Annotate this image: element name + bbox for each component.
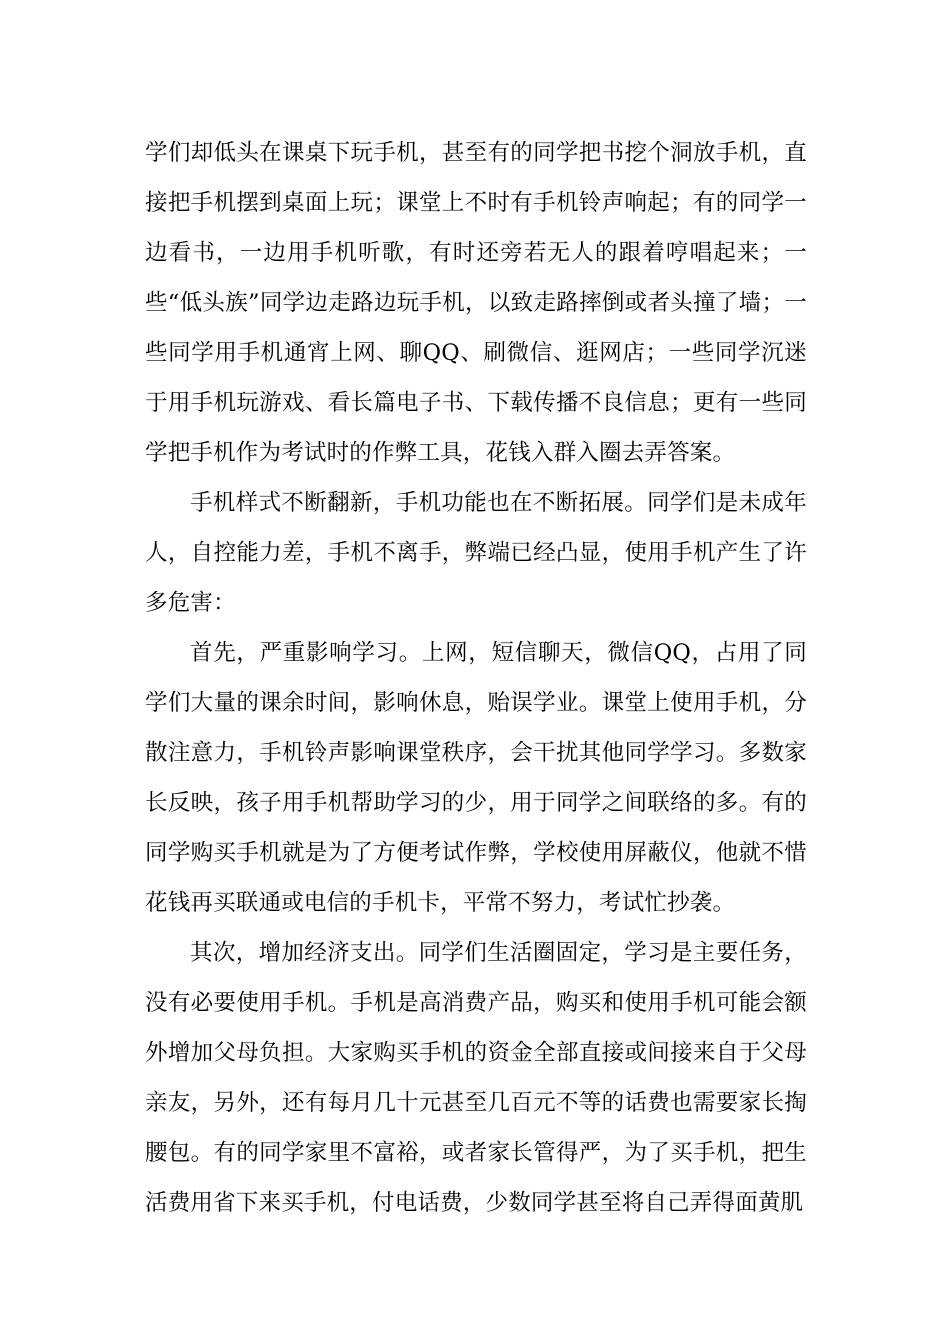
paragraph-2: 手机样式不断翻新，手机功能也在不断拓展。同学们是未成年人，自控能力差，手机不离手，弊端已经凸显，使用手机产生了许多危害： — [145, 490, 807, 616]
paragraph-4: 其次，增加经济支出。同学们生活圈固定，学习是主要任务，没有必要使用手机。手机是高消费产品，购买和使用手机可能会额外增加父母负担。大家购买手机的资金全部直接或间接来自于父母亲友，另外，还有每月几十元甚至几百元不等的话费也需要家长掏腰包。有的同学家里不富裕，或者家长管得严，为了买手机，把生活费用省下来买手机，付电话费，少数同学甚至将自己弄得面黄肌 — [145, 940, 807, 1216]
document-body — [145, 128, 807, 1228]
paragraph-3: 首先，严重影响学习。上网，短信聊天，微信QQ，占用了同学们大量的课余时间，影响休息，贻误学业。课堂上使用手机，分散注意力，手机铃声影响课堂秩序，会干扰其他同学学习。多数家长反映，孩子用手机帮助学习的少，用于同学之间联络的多。有的同学购买手机就是为了方便考试作弊，学校使用屏蔽仪，他就不惜花钱再买联通或电信的手机卡，平常不努力，考试忙抄袭。 — [145, 640, 807, 916]
paragraph-1: 学们却低头在课桌下玩手机，甚至有的同学把书挖个洞放手机，直接把手机摆到桌面上玩；课堂上不时有手机铃声响起；有的同学一边看书，一边用手机听歌，有时还旁若无人的跟着哼唱起来；一些“低头族”同学边走路边玩手机，以致走路摔倒或者头撞了墙；一些同学用手机通宵上网、聊QQ、刷微信、逛网店；一些同学沉迷于用手机玩游戏、看长篇电子书、下载传播不良信息；更有一些同学把手机作为考试时的作弊工具，花钱入群入圈去弄答案。 — [145, 140, 807, 466]
